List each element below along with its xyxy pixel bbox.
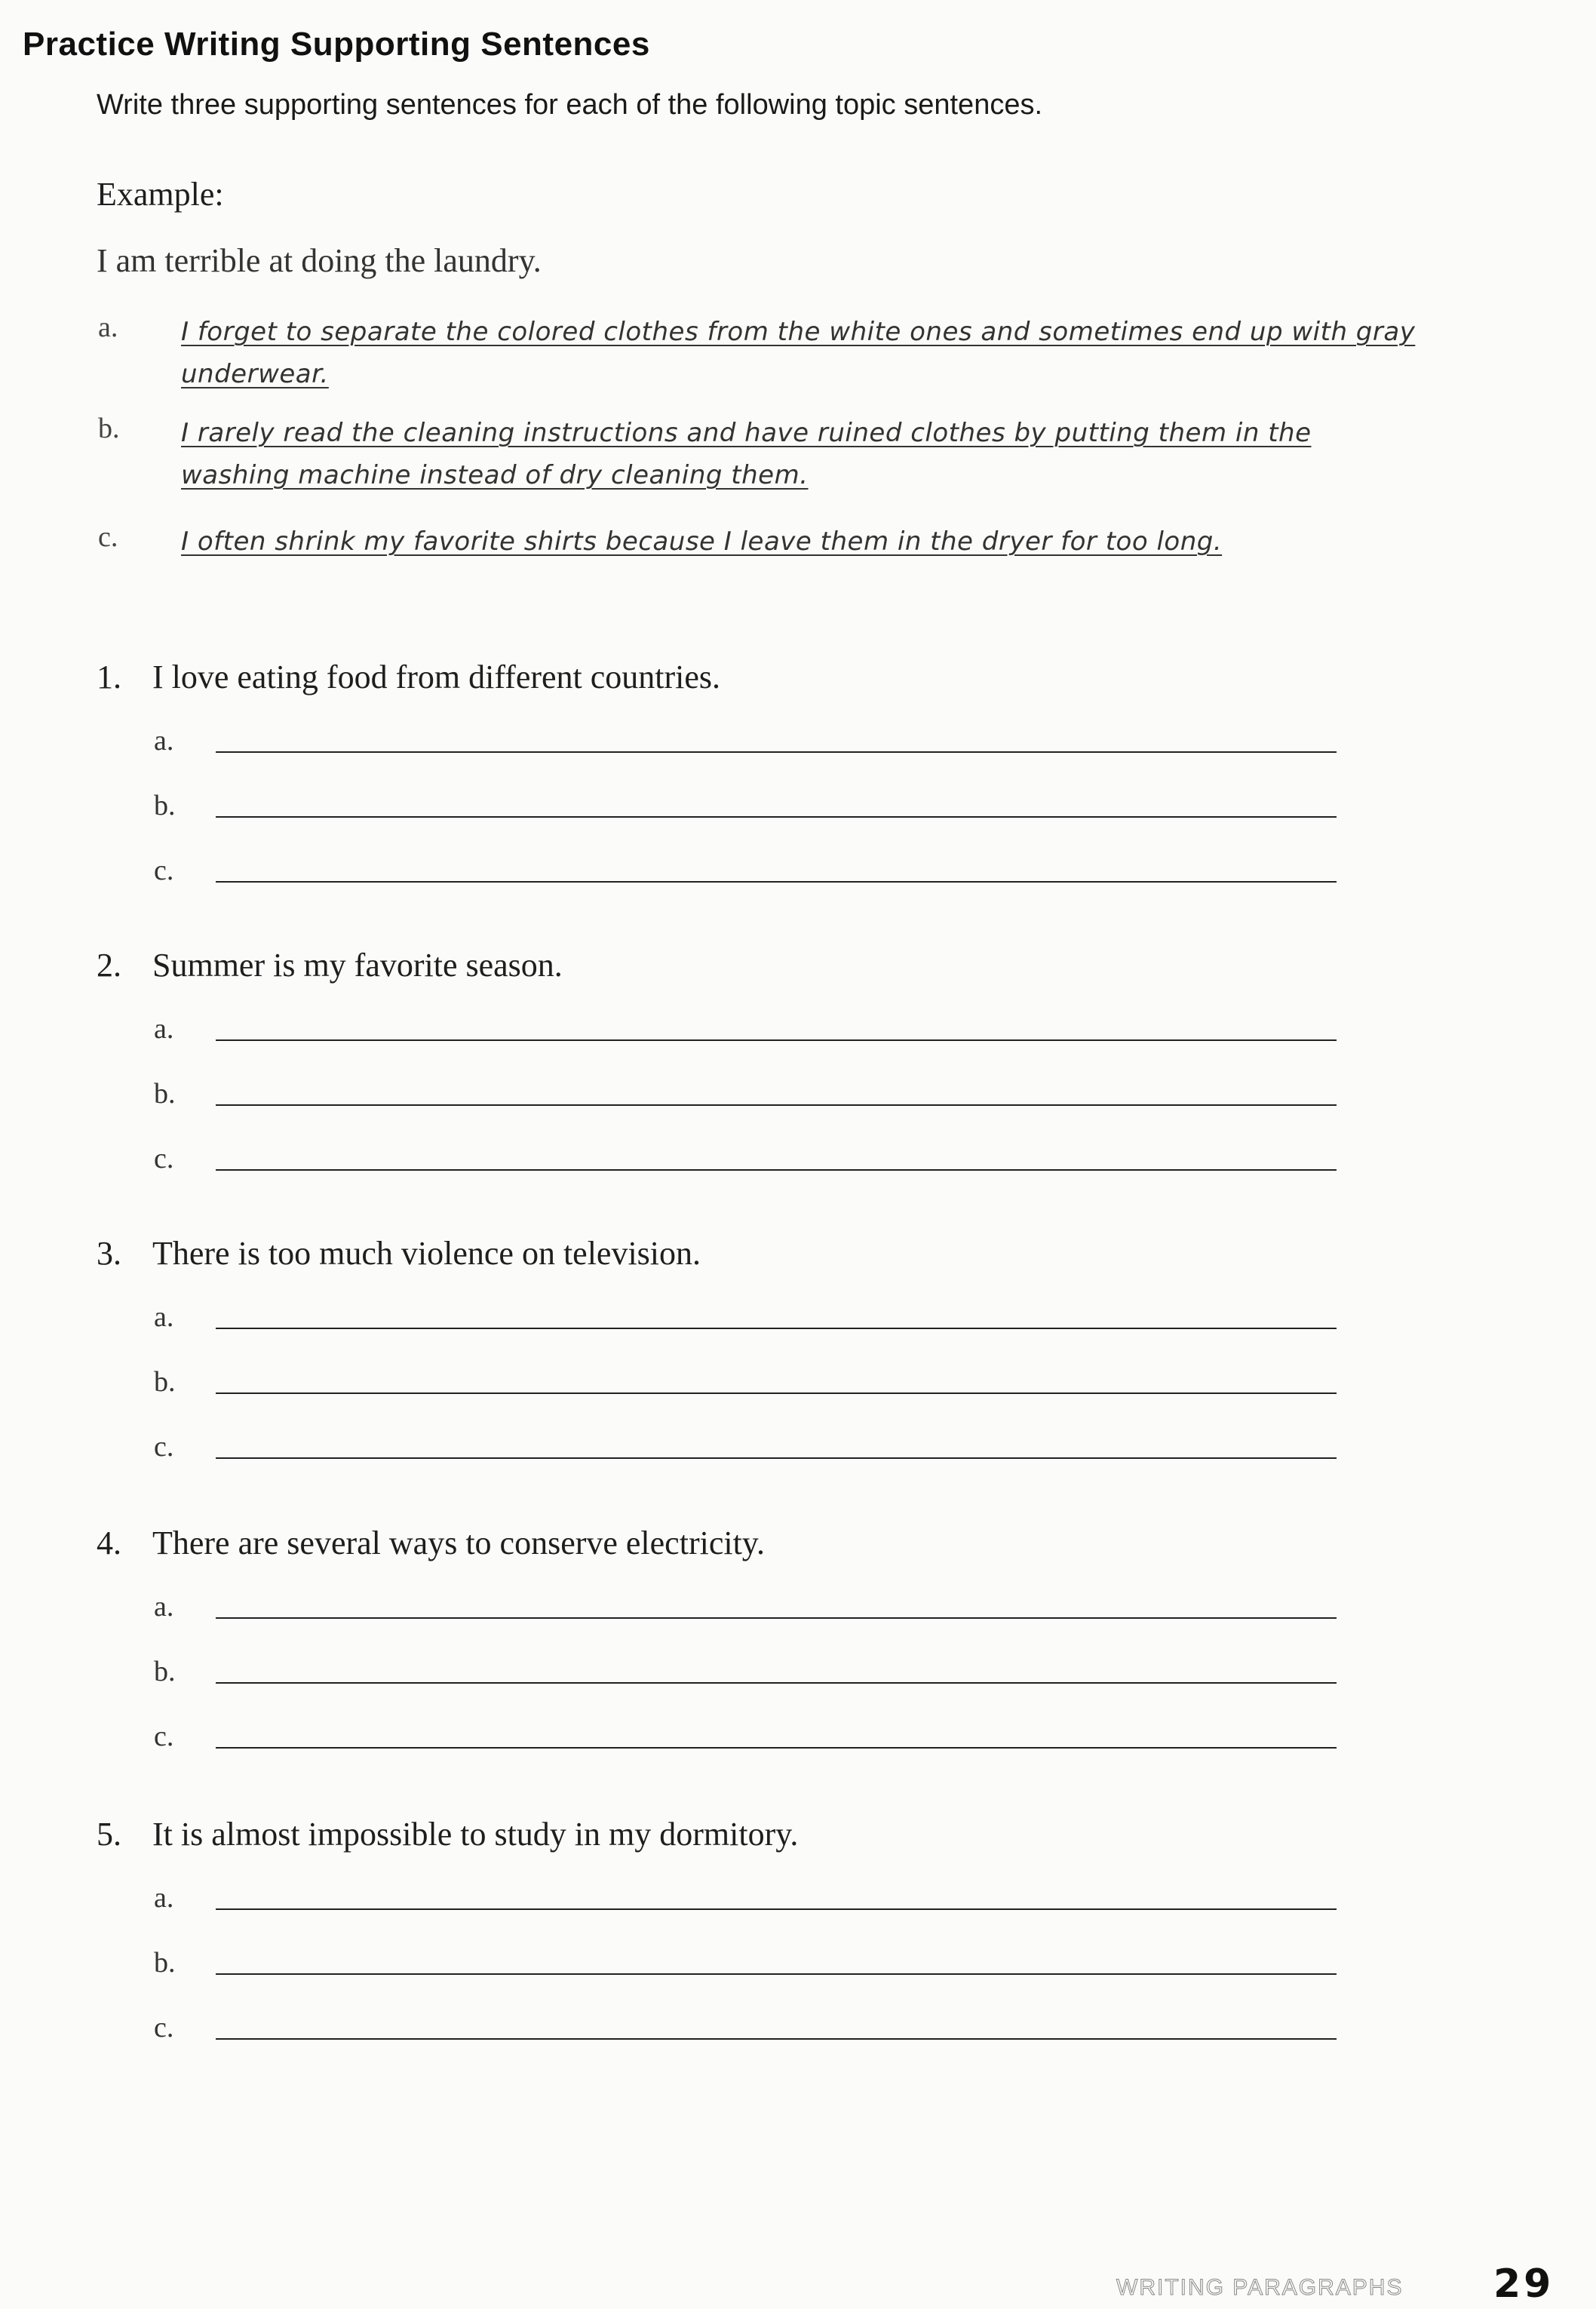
answer-rule[interactable]	[216, 816, 1337, 818]
answer-line-b[interactable]	[154, 789, 1436, 827]
answer-rule[interactable]	[216, 1973, 1337, 1975]
answer-rule[interactable]	[216, 1682, 1337, 1684]
answer-rule[interactable]	[216, 1908, 1337, 1910]
answer-rule[interactable]	[216, 1457, 1337, 1459]
answer-line-c[interactable]	[154, 2011, 1436, 2049]
question-number: 5.	[97, 1816, 121, 1853]
answer-rule[interactable]	[216, 1617, 1337, 1619]
answer-line-a[interactable]	[154, 724, 1436, 762]
answer-letter: a.	[154, 725, 174, 757]
answer-line-a[interactable]	[154, 1300, 1436, 1338]
answer-letter: c.	[154, 855, 174, 886]
instructions: Write three supporting sentences for each of the following topic sentences.	[97, 89, 1043, 121]
answer-rule[interactable]	[216, 881, 1337, 883]
question-topic-sentence: There is too much violence on television.	[152, 1235, 701, 1272]
example-label: Example:	[97, 176, 224, 213]
question-topic-sentence: Summer is my favorite season.	[152, 947, 563, 984]
question-number: 1.	[97, 659, 121, 695]
answer-letter: c.	[154, 1431, 174, 1463]
answer-letter: c.	[154, 1721, 174, 1752]
answer-letter: b.	[154, 1656, 176, 1687]
answer-letter: a.	[154, 1301, 174, 1333]
question-number: 2.	[97, 947, 121, 984]
answer-rule[interactable]	[216, 1104, 1337, 1106]
answer-letter: b.	[154, 790, 176, 821]
example-answer-text: I often shrink my favorite shirts because I leave them in the dryer for too long.	[181, 527, 1223, 557]
answer-rule[interactable]	[216, 2038, 1337, 2040]
answer-letter: a.	[154, 1013, 174, 1045]
answer-letter: a.	[154, 1591, 174, 1623]
example-answer-text: I forget to separate the colored clothes from the white ones and sometimes end up with gray underwear.	[181, 317, 1416, 389]
answer-line-a[interactable]	[154, 1590, 1436, 1628]
answer-line-c[interactable]	[154, 854, 1436, 892]
answer-line-c[interactable]	[154, 1430, 1436, 1468]
example-letter: a.	[98, 312, 118, 343]
example-letter: c.	[98, 521, 118, 553]
answer-rule[interactable]	[216, 1328, 1337, 1329]
example-letter: b.	[98, 413, 120, 444]
page-title: Practice Writing Supporting Sentences	[23, 26, 650, 63]
example-answer-text: I rarely read the cleaning instructions and have ruined clothes by putting them in the washing machine instead of dry cleaning them.	[181, 418, 1312, 490]
answer-letter: a.	[154, 1882, 174, 1914]
answer-letter: b.	[154, 1947, 176, 1979]
answer-line-b[interactable]	[154, 1365, 1436, 1403]
answer-letter: c.	[154, 2012, 174, 2043]
answer-line-b[interactable]	[154, 1946, 1436, 1984]
answer-letter: c.	[154, 1143, 174, 1174]
question-topic-sentence: It is almost impossible to study in my dormitory.	[152, 1816, 799, 1853]
footer-section-label: WRITING PARAGRAPHS	[1116, 2275, 1404, 2300]
answer-rule[interactable]	[216, 1039, 1337, 1041]
answer-rule[interactable]	[216, 1169, 1337, 1171]
question-topic-sentence: I love eating food from different countries.	[152, 659, 721, 695]
example-topic-sentence: I am terrible at doing the laundry.	[97, 242, 542, 279]
answer-rule[interactable]	[216, 751, 1337, 753]
answer-line-a[interactable]	[154, 1012, 1436, 1050]
answer-rule[interactable]	[216, 1392, 1337, 1394]
answer-letter: b.	[154, 1078, 176, 1110]
answer-line-c[interactable]	[154, 1142, 1436, 1180]
question-number: 4.	[97, 1524, 121, 1561]
answer-line-c[interactable]	[154, 1720, 1436, 1758]
question-topic-sentence: There are several ways to conserve electricity.	[152, 1524, 765, 1561]
answer-line-b[interactable]	[154, 1655, 1436, 1693]
page-number: 29	[1493, 2261, 1555, 2307]
answer-line-b[interactable]	[154, 1077, 1436, 1115]
answer-rule[interactable]	[216, 1747, 1337, 1749]
answer-letter: b.	[154, 1366, 176, 1398]
answer-line-a[interactable]	[154, 1881, 1436, 1919]
question-number: 3.	[97, 1235, 121, 1272]
